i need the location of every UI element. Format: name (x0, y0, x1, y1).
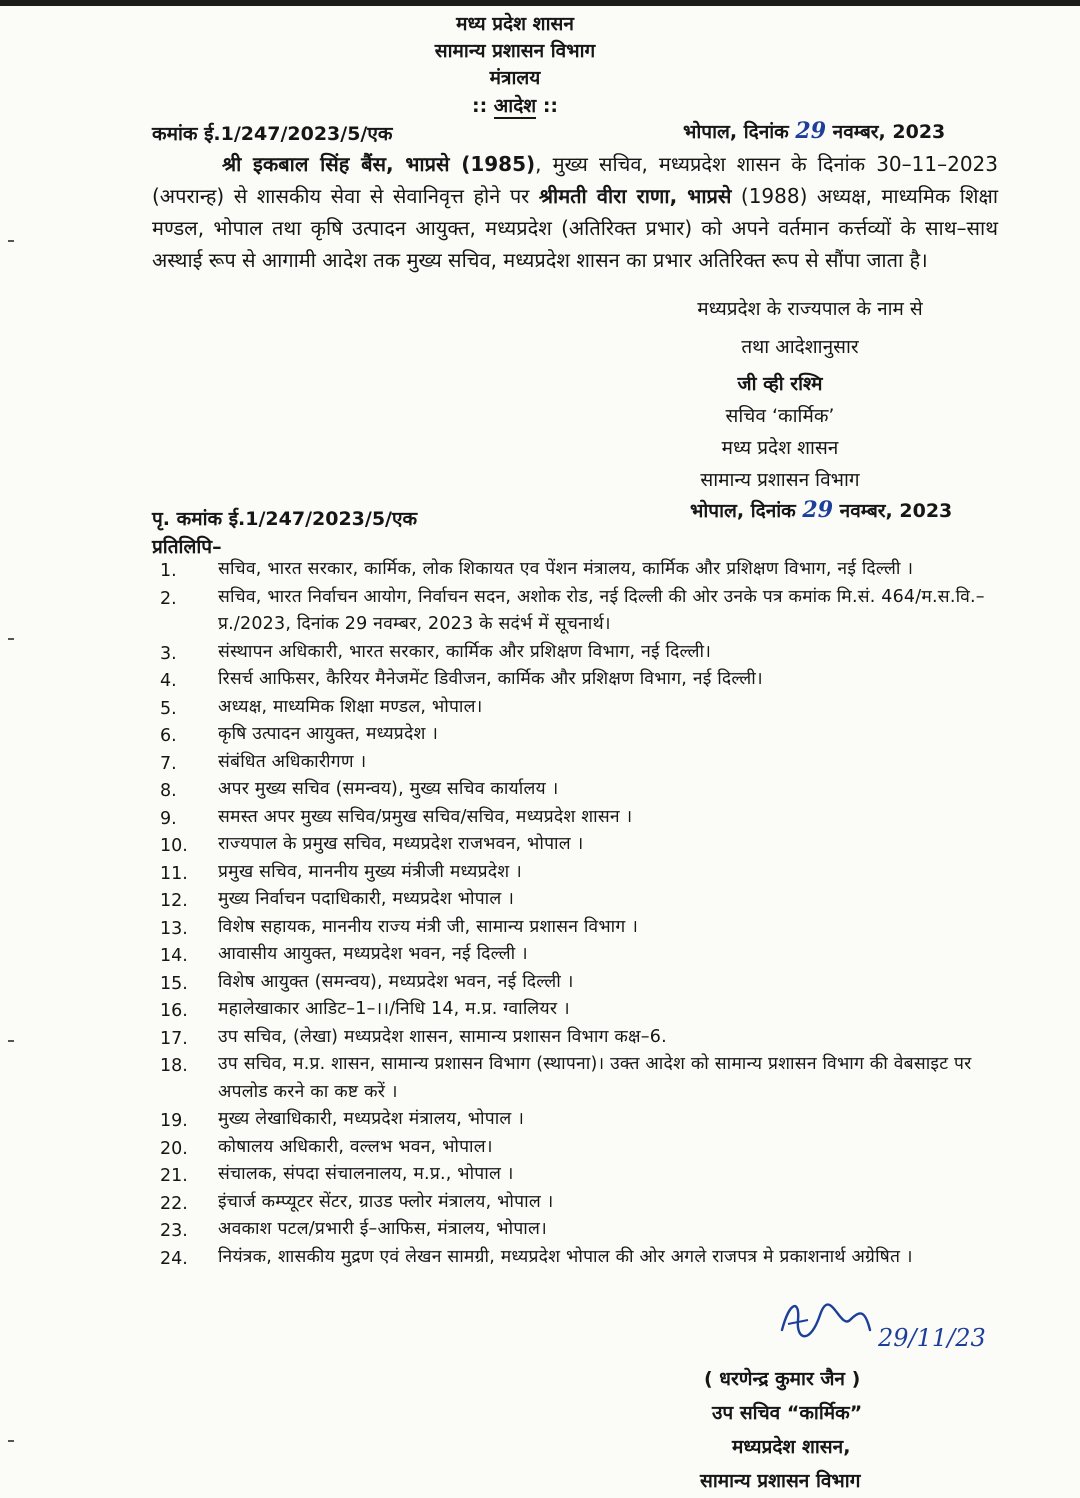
list-item (160, 694, 1000, 722)
signatory-name: जी व्ही रश्मि (737, 373, 823, 395)
list-item-number: 23. (160, 1221, 188, 1241)
list-item (160, 859, 1000, 887)
list-item-number: 1. (160, 561, 177, 581)
signature-stroke (782, 1305, 870, 1337)
list-item-number: 6. (160, 726, 177, 746)
list-item-text: उप सचिव, (लेखा) मध्यप्रदेश शासन, सामान्य प्रशासन विभाग कक्ष–6. (218, 1026, 667, 1047)
list-item (160, 639, 1000, 667)
list-item (160, 1024, 1000, 1052)
list-item-text: रिसर्च आफिसर, कैरियर मैनेजमेंट डिवीजन, कार्मिक और प्रशिक्षण विभाग, नई दिल्ली। (218, 669, 763, 689)
list-item (160, 1134, 1000, 1162)
list-item-number: 15. (160, 973, 188, 994)
order-date (683, 118, 945, 144)
list-item (160, 666, 1000, 694)
header-ministry: मंत्रालय (489, 67, 541, 89)
order-body-text1: , मुख्य सचिव, मध्यप्रदेश शासन के दिनांक 30–11–2023 (अपरान्ह) से शासकीय सेवा से सेवानिवृत्त होने पर (152, 152, 998, 208)
list-item-number: 18. (160, 1056, 188, 1076)
order-title-prefix: :: (471, 95, 494, 117)
list-item-number: 22. (160, 1193, 188, 1214)
order-title-suffix: :: (536, 95, 559, 117)
list-item-number: 12. (160, 891, 188, 911)
list-item-text: समस्त अपर मुख्य सचिव/प्रमुख सचिव/सचिव, मध्यप्रदेश शासन । (218, 806, 633, 827)
order-date-day: 29 (795, 118, 827, 144)
header-government: मध्य प्रदेश शासन (456, 13, 574, 35)
list-item-number: 14. (160, 946, 188, 966)
list-item (160, 1161, 1000, 1189)
list-item-number: 21. (160, 1166, 188, 1186)
list-item-text: अपर मुख्य सचिव (समन्वय), मुख्य सचिव कार्यालय । (218, 779, 559, 799)
signatory-block (640, 368, 980, 496)
list-item (160, 1051, 1000, 1106)
edge-mark (8, 1440, 14, 1442)
list-item-text: कोषालय अधिकारी, वल्लभ भवन, भोपाल। (218, 1136, 493, 1157)
list-item-number: 19. (160, 1111, 188, 1131)
list-item (160, 969, 1000, 997)
list-item-number: 4. (160, 671, 177, 691)
list-item-text: महालेखाकार आडिट–1–।।/निधि 14, म.प्र. ग्वालियर । (218, 999, 570, 1019)
list-item-number: 7. (160, 753, 177, 774)
endorsement-date (690, 497, 952, 523)
list-item-number: 16. (160, 1001, 188, 1021)
list-item-text: मुख्य लेखाधिकारी, मध्यप्रदेश मंत्रालय, भोपाल । (218, 1109, 525, 1129)
order-date-prefix: भोपाल, दिनांक (683, 121, 789, 143)
list-item (160, 584, 1000, 639)
signatory-dept: सामान्य प्रशासन विभाग (700, 469, 860, 491)
list-item (160, 776, 1000, 804)
order-title (0, 92, 1055, 118)
list-item-text: अवकाश पटल/प्रभारी ई–आफिस, मंत्रालय, भोपाल। (218, 1219, 547, 1239)
endorsement-number: पृ. कमांक ई.1/247/2023/5/एक (152, 508, 418, 530)
header-department: सामान्य प्रशासन विभाग (434, 40, 596, 62)
list-item (160, 886, 1000, 914)
sign-off-govt: मध्यप्रदेश शासन, (732, 1436, 851, 1458)
list-item-text: संचालक, संपदा संचालनालय, म.प्र., भोपाल । (218, 1164, 514, 1184)
list-item-number: 13. (160, 918, 188, 939)
list-item (160, 749, 1000, 777)
list-item-text: अध्यक्ष, माध्यमिक शिक्षा मण्डल, भोपाल। (218, 696, 483, 717)
retiring-officer-name: श्री इकबाल सिंह बैंस, भाप्रसे (1985) (222, 152, 536, 176)
list-item-number: 20. (160, 1138, 188, 1159)
endorsement-date-prefix: भोपाल, दिनांक (690, 500, 796, 522)
edge-mark (8, 638, 14, 640)
order-date-suffix: नवम्बर, 2023 (832, 121, 946, 143)
endorsement-date-suffix: नवम्बर, 2023 (839, 500, 953, 522)
list-item-text: संस्थापन अधिकारी, भारत सरकार, कार्मिक और प्रशिक्षण विभाग, नई दिल्ली। (218, 641, 712, 662)
list-item-text: आवासीय आयुक्त, मध्यप्रदेश भवन, नई दिल्ली । (218, 944, 528, 964)
list-item-text: प्रमुख सचिव, माननीय मुख्य मंत्रीजी मध्यप्रदेश । (218, 861, 522, 882)
list-item-text: कृषि उत्पादन आयुक्त, मध्यप्रदेश । (218, 724, 439, 744)
list-item-text: इंचार्ज कम्प्यूटर सेंटर, ग्राउड फ्लोर मंत्रालय, भोपाल । (218, 1191, 554, 1212)
authority-line2: तथा आदेशानुसार (741, 336, 859, 358)
list-item-text: विशेष सहायक, माननीय राज्य मंत्री जी, सामान्य प्रशासन विभाग । (218, 916, 639, 937)
recipient-list (160, 556, 1000, 1271)
sign-off-name: ( धरणेन्द्र कुमार जैन ) (704, 1368, 861, 1390)
order-title-text: आदेश (493, 95, 537, 117)
sign-off-designation: उप सचिव “कार्मिक” (712, 1402, 863, 1424)
list-item-number: 24. (160, 1248, 188, 1269)
order-body (152, 148, 998, 276)
list-item (160, 1106, 1000, 1134)
list-item (160, 721, 1000, 749)
list-item-number: 11. (160, 863, 188, 884)
signatory-designation: सचिव ‘कार्मिक’ (725, 405, 835, 427)
list-item (160, 941, 1000, 969)
signature-date: 29/11/23 (878, 1324, 986, 1352)
list-item-text: विशेष आयुक्त (समन्वय), मध्यप्रदेश भवन, नई दिल्ली । (218, 971, 574, 992)
list-item-number: 2. (160, 588, 177, 609)
list-item-number: 5. (160, 698, 177, 719)
authority-line1: मध्यप्रदेश के राज्यपाल के नाम से (697, 298, 923, 320)
list-item (160, 996, 1000, 1024)
list-item (160, 831, 1000, 859)
list-item (160, 1189, 1000, 1217)
edge-mark (8, 1040, 14, 1042)
list-item-text: संबंधित अधिकारीगण । (218, 751, 367, 772)
list-item-text: मुख्य निर्वाचन पदाधिकारी, मध्यप्रदेश भोपाल । (218, 889, 515, 909)
list-item-text: उप सचिव, म.प्र. शासन, सामान्य प्रशासन विभाग (स्थापना)। उक्त आदेश को सामान्य प्रशासन विभाग की वेबसाइट पर अपलोड करने का कष्ट करें । (218, 1054, 972, 1102)
sign-off-block (640, 1362, 980, 1498)
signatory-govt: मध्य प्रदेश शासन (721, 437, 839, 459)
list-item (160, 914, 1000, 942)
order-number: कमांक ई.1/247/2023/5/एक (152, 123, 393, 145)
new-officer-name: श्रीमती वीरा राणा, भाप्रसे (538, 184, 732, 208)
list-item (160, 1244, 1000, 1272)
list-item-number: 3. (160, 643, 177, 664)
list-item-number: 17. (160, 1028, 188, 1049)
handwritten-signature (770, 1290, 1020, 1360)
list-item-text: राज्यपाल के प्रमुख सचिव, मध्यप्रदेश राजभवन, भोपाल । (218, 834, 584, 854)
list-item (160, 556, 1000, 584)
copy-heading: प्रतिलिपि– (152, 536, 222, 558)
list-item-number: 9. (160, 808, 177, 829)
authority-block (640, 293, 980, 363)
edge-mark (8, 240, 14, 242)
top-border (0, 0, 1080, 6)
order-body-text2: (1988) अध्यक्ष, माध्यमिक शिक्षा मण्डल, भोपाल तथा कृषि उत्पादन आयुक्त, मध्यप्रदेश (अतिरिक्त प्रभार) को अपने वर्तमान कर्त्तव्यों के साथ–साथ अस्थाई रूप से आगामी आदेश तक मुख्य सचिव, मध्यप्रदेश शासन का प्रभार अतिरिक्त रूप से सौंपा जाता है। (152, 184, 998, 272)
list-item-text: सचिव, भारत सरकार, कार्मिक, लोक शिकायत एव पेंशन मंत्रालय, कार्मिक और प्रशिक्षण विभाग, नई दिल्ली । (218, 559, 914, 579)
list-item (160, 1216, 1000, 1244)
list-item (160, 804, 1000, 832)
list-item-number: 8. (160, 781, 177, 801)
list-item-text: सचिव, भारत निर्वाचन आयोग, निर्वाचन सदन, अशोक रोड, नई दिल्ली की ओर उनके पत्र कमांक मि.सं. 464/म.स.वि.–प्र./2023, दिनांक 29 नवम्बर, 2023 के सदंर्भ में सूचनार्थ। (218, 586, 985, 634)
list-item-number: 10. (160, 836, 188, 856)
list-item-text: नियंत्रक, शासकीय मुद्रण एवं लेखन सामग्री, मध्यप्रदेश भोपाल की ओर अगले राजपत्र मे प्रकाशनार्थ अग्रेषित । (218, 1246, 913, 1267)
endorsement-date-day: 29 (802, 497, 834, 523)
sign-off-dept: सामान्य प्रशासन विभाग (700, 1470, 861, 1492)
